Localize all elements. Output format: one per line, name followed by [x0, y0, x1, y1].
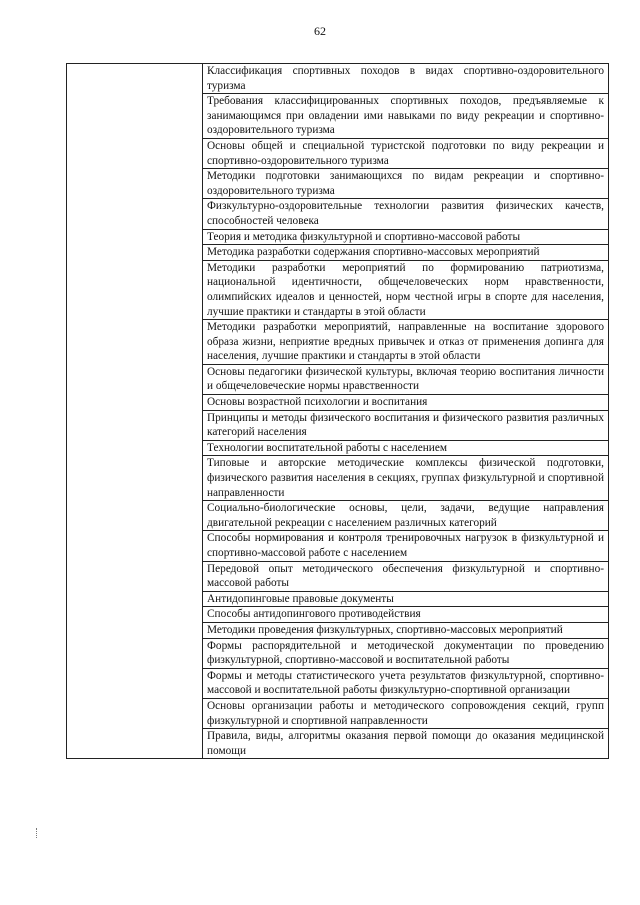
table-cell: Способы антидопингового противодействия: [203, 607, 609, 623]
table-row: [67, 64, 609, 94]
table-cell: Методики проведения физкультурных, спортивно-массовых мероприятий: [203, 622, 609, 638]
table-cell: Классификация спортивных походов в видах спортивно-оздоровительного туризма: [203, 64, 609, 94]
empty-left-cell: [67, 64, 203, 759]
table-cell: Методики подготовки занимающихся по видам рекреации и спортивно-оздоровительного туризма: [203, 169, 609, 199]
table-cell: Основы педагогики физической культуры, включая теорию воспитания личности и общечеловеческие нормы нравственности: [203, 364, 609, 394]
table-cell: Способы нормирования и контроля тренировочных нагрузок в физкультурной и спортивно-массовой работе с населением: [203, 531, 609, 561]
table-cell: Методики разработки мероприятий, направленные на воспитание здорового образа жизни, неприятие вредных привычек и отказ от применения допинга для населения, лучшие практики и стандарты в этой области: [203, 320, 609, 365]
table-cell: Формы распорядительной и методической документации по проведению физкультурной, спортивно-массовой и воспитательной работы: [203, 638, 609, 668]
page-number: 62: [314, 24, 326, 38]
table-cell: Социально-биологические основы, цели, задачи, ведущие направления двигательной рекреации с населением различных категорий: [203, 501, 609, 531]
table-cell: Теория и методика физкультурной и спортивно-массовой работы: [203, 229, 609, 245]
table-cell: Методики разработки мероприятий по формированию патриотизма, национальной идентичности, общечеловеческих норм нравственности, олимпийских идеалов и ценностей, норм честной игры в спорте для населения, лучшие практики и стандарты в этой области: [203, 260, 609, 319]
table-cell: Передовой опыт методического обеспечения физкультурной и спортивно-массовой работы: [203, 561, 609, 591]
table-cell: Типовые и авторские методические комплексы физической подготовки, физического развития населения в секциях, группах физкультурной и спортивной направленности: [203, 456, 609, 501]
table-cell: Методика разработки содержания спортивно-массовых мероприятий: [203, 245, 609, 261]
table-cell: Основы возрастной психологии и воспитания: [203, 395, 609, 411]
table-cell: Технологии воспитательной работы с населением: [203, 440, 609, 456]
table-cell: Физкультурно-оздоровительные технологии развития физических качеств, способностей человека: [203, 199, 609, 229]
knowledge-table: [66, 63, 609, 759]
table-cell: Основы общей и специальной туристской подготовки по виду рекреации и спортивно-оздоровительного туризма: [203, 138, 609, 168]
scan-mark: [36, 828, 40, 838]
table-cell: Принципы и методы физического воспитания и физического развития различных категорий населения: [203, 410, 609, 440]
table-cell: Правила, виды, алгоритмы оказания первой помощи до оказания медицинской помощи: [203, 729, 609, 759]
table-cell: Формы и методы статистического учета результатов физкультурной, спортивно-массовой и воспитательной работы физкультурно-спортивной организации: [203, 668, 609, 698]
table-cell: Основы организации работы и методического сопровождения секций, групп физкультурной и спортивной направленности: [203, 698, 609, 728]
table-cell: Антидопинговые правовые документы: [203, 591, 609, 607]
table-cell: Требования классифицированных спортивных походов, предъявляемые к занимающимся при овладении ими навыками по виду рекреации и спортивно-оздоровительного туризма: [203, 94, 609, 139]
